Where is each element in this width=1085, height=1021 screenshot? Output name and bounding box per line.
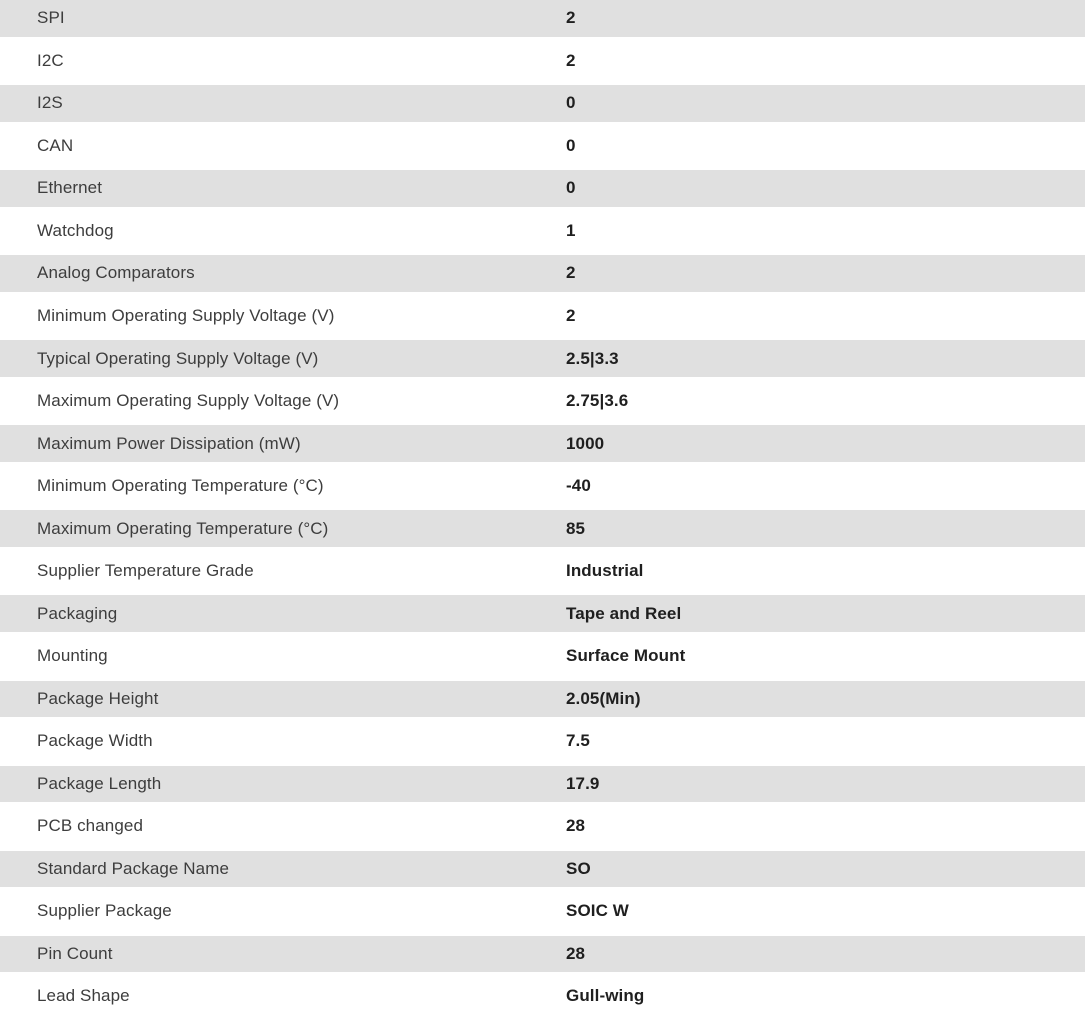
spec-row	[0, 340, 1085, 383]
spec-attribute-value: 2	[566, 50, 576, 70]
spec-row	[0, 851, 1085, 894]
spec-attribute-value: -40	[566, 476, 591, 496]
spec-attribute-label: Pin Count	[37, 943, 113, 963]
spec-attribute-value: 2.05(Min)	[566, 688, 641, 708]
spec-row	[0, 425, 1085, 468]
spec-attribute-label: PCB changed	[37, 816, 144, 836]
spec-attribute-label: Supplier Package	[37, 901, 172, 921]
spec-attribute-label: Minimum Operating Temperature (°C)	[37, 476, 324, 496]
spec-attribute-label: Package Length	[37, 773, 162, 793]
spec-row	[0, 255, 1085, 298]
spec-row	[0, 595, 1085, 638]
spec-row	[0, 383, 1085, 426]
spec-attribute-label: Packaging	[37, 603, 118, 623]
spec-row	[0, 978, 1085, 1021]
spec-attribute-value: 1	[566, 220, 576, 240]
spec-attribute-label: I2S	[37, 93, 63, 113]
spec-attribute-label: Lead Shape	[37, 986, 130, 1006]
spec-attribute-value: 7.5	[566, 731, 590, 751]
spec-attribute-value: 0	[566, 93, 576, 113]
spec-row	[0, 85, 1085, 128]
spec-attribute-value: 0	[566, 178, 576, 198]
spec-row	[0, 936, 1085, 979]
spec-row	[0, 298, 1085, 341]
spec-attribute-label: Analog Comparators	[37, 263, 195, 283]
spec-attribute-value: 0	[566, 135, 576, 155]
spec-row	[0, 893, 1085, 936]
spec-attribute-label: I2C	[37, 50, 64, 70]
spec-attribute-value: 85	[566, 518, 586, 538]
spec-row	[0, 170, 1085, 213]
spec-attribute-label: Ethernet	[37, 178, 103, 198]
spec-attribute-label: SPI	[37, 8, 65, 28]
spec-attribute-value: 1000	[566, 433, 605, 453]
spec-row	[0, 681, 1085, 724]
spec-attribute-value: 28	[566, 943, 586, 963]
spec-row	[0, 723, 1085, 766]
spec-attribute-label: Maximum Power Dissipation (mW)	[37, 433, 301, 453]
spec-attribute-value: Industrial	[566, 561, 644, 581]
spec-attribute-value: Surface Mount	[566, 646, 686, 666]
spec-attribute-label: Minimum Operating Supply Voltage (V)	[37, 305, 335, 325]
spec-attribute-value: 17.9	[566, 773, 600, 793]
spec-attribute-value: 2	[566, 263, 576, 283]
spec-attribute-label: Watchdog	[37, 220, 114, 240]
spec-attribute-label: Typical Operating Supply Voltage (V)	[37, 348, 319, 368]
spec-attribute-value: 2.75|3.6	[566, 391, 629, 411]
spec-row	[0, 553, 1085, 596]
spec-attribute-value: Tape and Reel	[566, 603, 682, 623]
spec-row	[0, 638, 1085, 681]
spec-row	[0, 43, 1085, 86]
spec-attribute-label: Standard Package Name	[37, 858, 230, 878]
spec-attribute-label: Supplier Temperature Grade	[37, 561, 254, 581]
spec-attribute-value: 2	[566, 8, 576, 28]
spec-row	[0, 510, 1085, 553]
spec-row	[0, 213, 1085, 256]
spec-row	[0, 468, 1085, 511]
spec-attribute-label: Package Height	[37, 688, 159, 708]
spec-attribute-value: SO	[566, 858, 591, 878]
spec-attribute-value: 2	[566, 305, 576, 325]
spec-row	[0, 0, 1085, 43]
spec-attribute-label: Maximum Operating Supply Voltage (V)	[37, 391, 340, 411]
spec-row	[0, 128, 1085, 171]
spec-attribute-value: SOIC W	[566, 901, 629, 921]
spec-attribute-value: 28	[566, 816, 586, 836]
spec-attribute-label: Package Width	[37, 731, 153, 751]
spec-attribute-label: CAN	[37, 135, 74, 155]
spec-attribute-value: 2.5|3.3	[566, 348, 619, 368]
spec-row	[0, 766, 1085, 809]
spec-attribute-label: Mounting	[37, 646, 108, 666]
spec-attribute-value: Gull-wing	[566, 986, 645, 1006]
spec-row	[0, 808, 1085, 851]
spec-attribute-label: Maximum Operating Temperature (°C)	[37, 518, 329, 538]
